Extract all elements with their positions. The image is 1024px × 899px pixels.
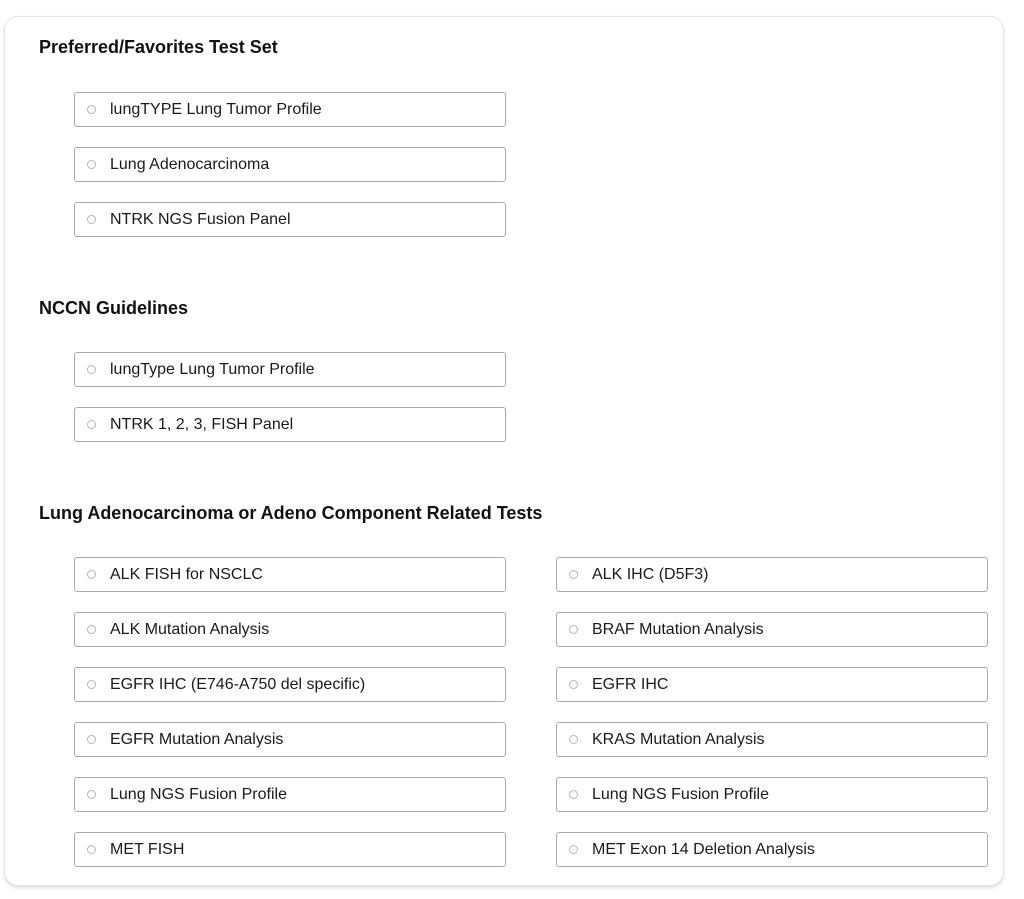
option-label: BRAF Mutation Analysis — [592, 620, 764, 638]
radio-icon[interactable] — [87, 680, 96, 689]
radio-icon[interactable] — [569, 625, 578, 634]
radio-icon[interactable] — [569, 570, 578, 579]
option-alk-mutation-analysis[interactable] — [74, 612, 506, 647]
option-label: NTRK 1, 2, 3, FISH Panel — [110, 415, 294, 433]
radio-icon[interactable] — [87, 215, 96, 224]
radio-icon[interactable] — [569, 845, 578, 854]
option-ntrk-ngs-fusion-panel[interactable] — [74, 202, 506, 237]
option-lung-adenocarcinoma[interactable] — [74, 147, 506, 182]
section-title-adeno: Lung Adenocarcinoma or Adeno Component Related Tests — [39, 503, 543, 523]
option-egfr-mutation-analysis[interactable] — [74, 722, 506, 757]
option-egfr-ihc[interactable] — [556, 667, 988, 702]
option-label: MET FISH — [110, 840, 185, 858]
radio-icon[interactable] — [87, 570, 96, 579]
option-alk-fish-nsclc[interactable] — [74, 557, 506, 592]
option-alk-ihc-d5f3[interactable] — [556, 557, 988, 592]
option-label: NTRK NGS Fusion Panel — [110, 210, 291, 228]
radio-icon[interactable] — [87, 845, 96, 854]
option-met-exon-14-deletion[interactable] — [556, 832, 988, 867]
option-lung-ngs-fusion-profile[interactable] — [74, 777, 506, 812]
option-ntrk-fish-panel[interactable] — [74, 407, 506, 442]
option-lungtype-lung-tumor-profile-nccn[interactable] — [74, 352, 506, 387]
option-label: ALK Mutation Analysis — [110, 620, 270, 638]
test-selection-card — [4, 16, 1004, 886]
section-title-favorites: Preferred/Favorites Test Set — [39, 37, 278, 57]
radio-icon[interactable] — [87, 105, 96, 114]
option-label: EGFR IHC (E746-A750 del specific) — [110, 675, 366, 693]
option-label: Lung NGS Fusion Profile — [110, 785, 287, 803]
option-label: MET Exon 14 Deletion Analysis — [592, 840, 815, 858]
option-kras-mutation-analysis[interactable] — [556, 722, 988, 757]
radio-icon[interactable] — [87, 735, 96, 744]
option-lungtype-lung-tumor-profile[interactable] — [74, 92, 506, 127]
option-label: lungType Lung Tumor Profile — [110, 360, 315, 378]
section-title-nccn: NCCN Guidelines — [39, 298, 189, 318]
option-lung-ngs-fusion-profile-2[interactable] — [556, 777, 988, 812]
radio-icon[interactable] — [569, 790, 578, 799]
radio-icon[interactable] — [87, 625, 96, 634]
option-egfr-ihc-e746[interactable] — [74, 667, 506, 702]
radio-icon[interactable] — [87, 790, 96, 799]
option-label: EGFR IHC — [592, 675, 669, 693]
radio-icon[interactable] — [87, 365, 96, 374]
option-label: lungTYPE Lung Tumor Profile — [110, 100, 322, 118]
option-braf-mutation-analysis[interactable] — [556, 612, 988, 647]
radio-icon[interactable] — [87, 160, 96, 169]
option-label: KRAS Mutation Analysis — [592, 730, 765, 748]
option-label: ALK FISH for NSCLC — [110, 565, 263, 583]
radio-icon[interactable] — [569, 680, 578, 689]
radio-icon[interactable] — [569, 735, 578, 744]
option-label: Lung NGS Fusion Profile — [592, 785, 769, 803]
option-label: ALK IHC (D5F3) — [592, 565, 709, 583]
radio-icon[interactable] — [87, 420, 96, 429]
option-label: Lung Adenocarcinoma — [110, 155, 270, 173]
option-met-fish[interactable] — [74, 832, 506, 867]
option-label: EGFR Mutation Analysis — [110, 730, 284, 748]
